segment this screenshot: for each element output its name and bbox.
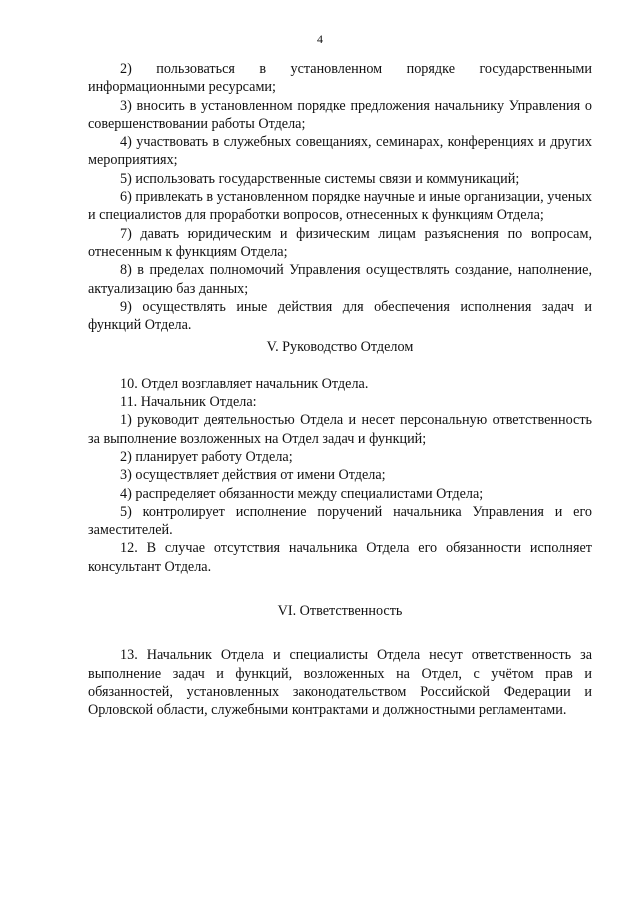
rights-item-5: 5) использовать государственные системы связи и коммуникаций; [120,170,520,187]
clause-11-item-4: 4) распределяет обязанности между специалистами Отдела; [120,485,484,502]
section-heading-vi: VI. Ответственность [277,603,403,620]
clause-11-item-1: 1) руководит деятельностью Отдела и несет персональную ответственность за выполнение возложенных на Отдел задач и функций; [88,412,592,447]
section-heading-v: V. Руководство Отделом [266,339,414,356]
clause-13: 13. Начальник Отдела и специалисты Отдела несут ответственность за выполнение задач и функций, возложенных на Отдел, с учётом прав и обязанностей, установленных законодательством Российской Федерации и Орловской области, служебными контрактами и должностными регламентами. [88,647,592,719]
rights-item-8: 8) в пределах полномочий Управления осуществлять создание, наполнение, актуализацию баз данных; [88,262,592,297]
clause-11: 11. Начальник Отдела: [120,394,257,411]
page-number: 4 [317,32,323,46]
rights-item-9: 9) осуществлять иные действия для обеспечения исполнения задач и функций Отдела. [88,298,592,334]
rights-item-4: 4) участвовать в служебных совещаниях, семинарах, конференциях и других мероприятиях; [88,134,592,169]
clause-11-item-2: 2) планирует работу Отдела; [120,448,293,465]
document-body [88,60,592,720]
clause-11-item-5: 5) контролирует исполнение поручений начальника Управления и его заместителей. [88,503,592,539]
rights-item-3: 3) вносить в установленном порядке предложения начальнику Управления о совершенствовании работы Отдела; [88,97,592,132]
clause-12: 12. В случае отсутствия начальника Отдела его обязанности исполняет консультант Отдела. [88,540,592,575]
clause-10: 10. Отдел возглавляет начальник Отдела. [120,375,369,392]
rights-item-7: 7) давать юридическим и физическим лицам разъяснения по вопросам, отнесенным к функциям Отдела; [88,225,592,260]
rights-item-6: 6) привлекать в установленном порядке научные и иные организации, ученых и специалистов для проработки вопросов, отнесенных к функциям Отдела; [88,189,592,224]
rights-item-2: 2) пользоваться в установленном порядке государственными информационными ресурсами; [88,61,592,96]
clause-11-item-3: 3) осуществляет действия от имени Отдела; [120,467,386,484]
